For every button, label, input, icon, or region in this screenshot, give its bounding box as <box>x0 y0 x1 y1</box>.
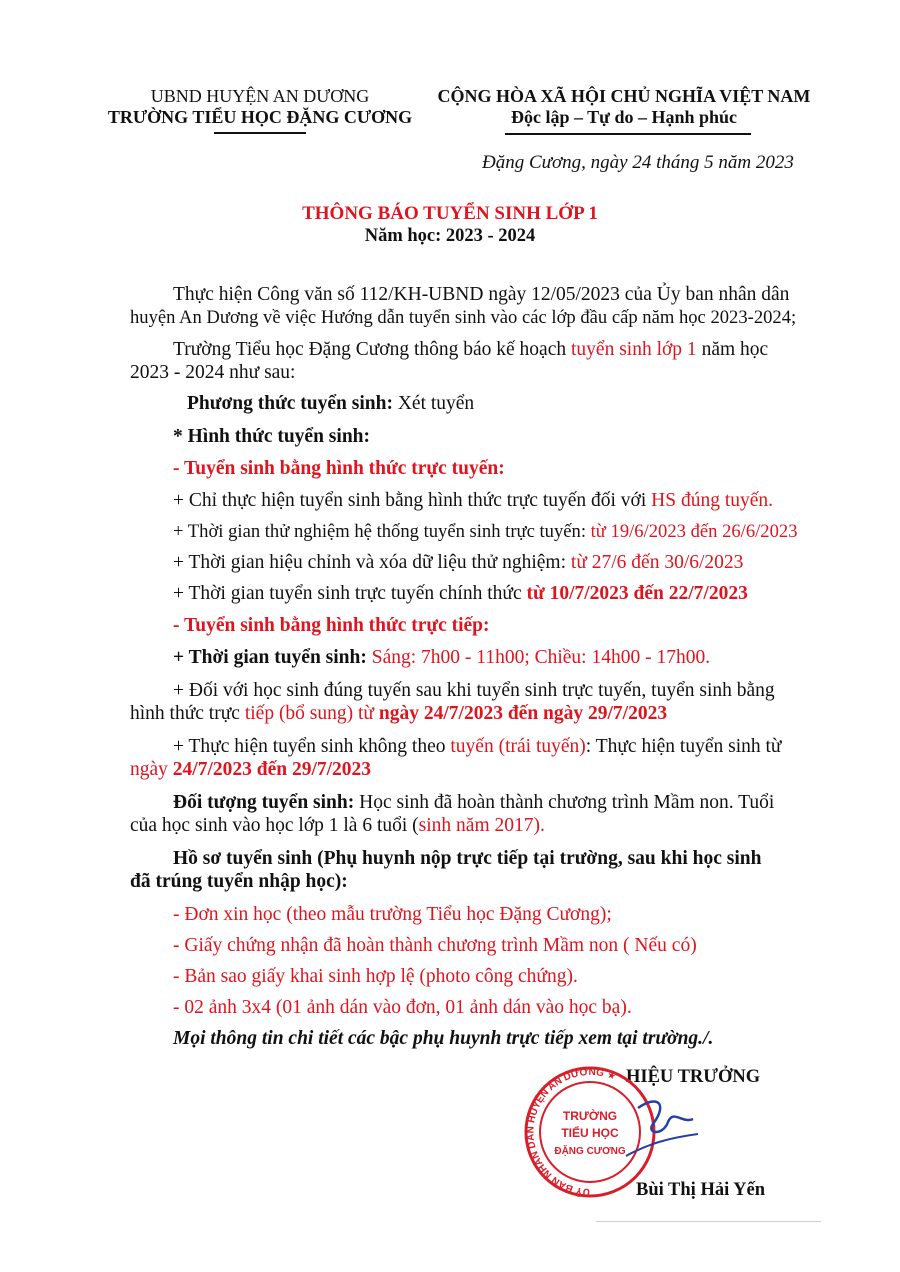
docs-item-2: - Giấy chứng nhận đã hoàn thành chương trình Mầm non ( Nếu có) <box>173 935 697 956</box>
direct-item-2-line-2 <box>130 759 371 781</box>
direct-time-value: Sáng: 7h00 - 11h00; Chiều: 14h00 - 17h00. <box>366 647 711 668</box>
online-item-2-text: + Thời gian thử nghiệm hệ thống tuyển sinh trực tuyến: <box>173 521 591 542</box>
direct-time <box>173 647 710 669</box>
direct-heading: - Tuyển sinh bằng hình thức trực tiếp: <box>173 615 490 636</box>
online-item-3-text: + Thời gian hiệu chỉnh và xóa dữ liệu thử nghiệm: <box>173 552 571 573</box>
direct-item-1-highlight: tiếp (bổ sung) từ <box>244 703 379 724</box>
plan-intro-line-1 <box>173 339 768 361</box>
online-item-4-highlight: từ 10/7/2023 đến 22/7/2023 <box>526 583 748 604</box>
school-name-underline <box>214 132 306 134</box>
page-title: THÔNG BÁO TUYỂN SINH LỚP 1 <box>302 203 598 224</box>
target-text: Học sinh đã hoàn thành chương trình Mầm non. Tuổi <box>354 792 775 813</box>
docs-heading-line-1: Hồ sơ tuyển sinh (Phụ huynh nộp trực tiếp tại trường, sau khi học sinh <box>173 848 762 869</box>
docs-item-1: - Đơn xin học (theo mẫu trường Tiểu học Đặng Cương); <box>173 904 612 925</box>
online-item-3 <box>173 552 743 574</box>
document-date: Đặng Cương, ngày 24 tháng 5 năm 2023 <box>482 152 794 173</box>
docs-item-4: - 02 ảnh 3x4 (01 ảnh dán vào đơn, 01 ảnh dán vào học bạ). <box>173 997 632 1018</box>
principal-title: HIỆU TRƯỞNG <box>626 1067 761 1087</box>
direct-item-2-line-1 <box>173 736 781 758</box>
direct-item-1-line-2 <box>130 703 667 725</box>
online-item-3-highlight: từ 27/6 đến 30/6/2023 <box>570 552 744 573</box>
online-item-2 <box>173 521 798 543</box>
plan-intro-text: Trường Tiểu học Đặng Cương thông báo kế hoạch <box>173 339 571 360</box>
target-age-text: của học sinh vào học lớp 1 là 6 tuổi ( <box>130 815 419 836</box>
target-line-1 <box>173 792 774 814</box>
intro-line-2: huyện An Dương về việc Hướng dẫn tuyển sinh vào các lớp đầu cấp năm học 2023-2024; <box>130 307 797 328</box>
docs-item-3: - Bản sao giấy khai sinh hợp lệ (photo công chứng). <box>173 966 578 987</box>
target-birth-year: sinh năm 2017). <box>418 815 545 836</box>
motto-underline <box>505 133 751 135</box>
intro-line-1: Thực hiện Công văn số 112/KH-UBND ngày 12/05/2023 của Ủy ban nhân dân <box>173 284 790 305</box>
direct-time-label: + Thời gian tuyển sinh: <box>173 647 367 668</box>
direct-item-2-text: + Thực hiện tuyển sinh không theo <box>173 736 451 757</box>
school-year: Năm học: 2023 - 2024 <box>364 226 536 246</box>
closing-note: Mọi thông tin chi tiết các bậc phụ huynh trực tiếp xem tại trường./. <box>173 1028 714 1049</box>
direct-item-1-dates: ngày 24/7/2023 đến ngày 29/7/2023 <box>378 703 668 724</box>
plan-intro-line-2: 2023 - 2024 như sau: <box>130 362 296 383</box>
target-line-2 <box>130 815 545 837</box>
footer-divider <box>596 1221 821 1222</box>
national-title: CỘNG HÒA XÃ HỘI CHỦ NGHĨA VIỆT NAM <box>437 86 811 106</box>
admission-method <box>187 393 474 415</box>
signature-stroke <box>626 1134 698 1156</box>
school-name: TRƯỜNG TIỂU HỌC ĐẶNG CƯƠNG <box>107 107 413 127</box>
admission-method-label: Phương thức tuyển sinh: <box>187 393 393 414</box>
principal-name: Bùi Thị Hải Yến <box>636 1180 766 1200</box>
online-heading: - Tuyển sinh bằng hình thức trực tuyến: <box>173 458 505 479</box>
plan-intro-tail: năm học <box>696 339 769 360</box>
stamp-line-2: TIỂU HỌC <box>561 1126 619 1140</box>
national-motto: Độc lập – Tự do – Hạnh phúc <box>510 107 738 127</box>
stamp-ring-text: UỶ BAN NHÂN DÂN HUYỆN AN DƯƠNG ★ <box>525 1066 618 1198</box>
online-item-1-text: + Chỉ thực hiện tuyển sinh bằng hình thức trực tuyến đối với <box>173 490 652 511</box>
direct-item-1-line-1: + Đối với học sinh đúng tuyến sau khi tuyển sinh trực tuyến, tuyển sinh bằng <box>173 680 775 701</box>
target-label: Đối tượng tuyển sinh: <box>173 792 355 813</box>
online-item-1 <box>173 490 773 512</box>
online-item-2-highlight: từ 19/6/2023 đến 26/6/2023 <box>590 521 798 542</box>
plan-intro-highlight: tuyển sinh lớp 1 <box>571 339 697 360</box>
direct-item-2-day-word: ngày <box>130 759 173 780</box>
online-item-4-text: + Thời gian tuyển sinh trực tuyến chính thức <box>173 583 527 604</box>
online-item-4 <box>173 583 748 605</box>
direct-item-2-highlight: tuyến (trái tuyến) <box>450 736 586 757</box>
stamp-line-1: TRƯỜNG <box>562 1109 618 1123</box>
signature-scribble <box>638 1101 693 1132</box>
online-item-1-highlight: HS đúng tuyến. <box>651 490 774 511</box>
direct-item-2-tail: : Thực hiện tuyển sinh từ <box>585 736 782 757</box>
direct-item-2-dates: 24/7/2023 đến 29/7/2023 <box>172 759 372 780</box>
form-heading: * Hình thức tuyển sinh: <box>173 426 370 447</box>
docs-heading-line-2: đã trúng tuyển nhập học): <box>130 871 348 892</box>
direct-item-1-text: hình thức trực <box>130 703 245 724</box>
stamp-line-3: ĐẶNG CƯƠNG <box>554 1146 626 1157</box>
admission-method-value: Xét tuyển <box>392 393 475 414</box>
agency-name: UBND HUYỆN AN DƯƠNG <box>150 86 370 106</box>
